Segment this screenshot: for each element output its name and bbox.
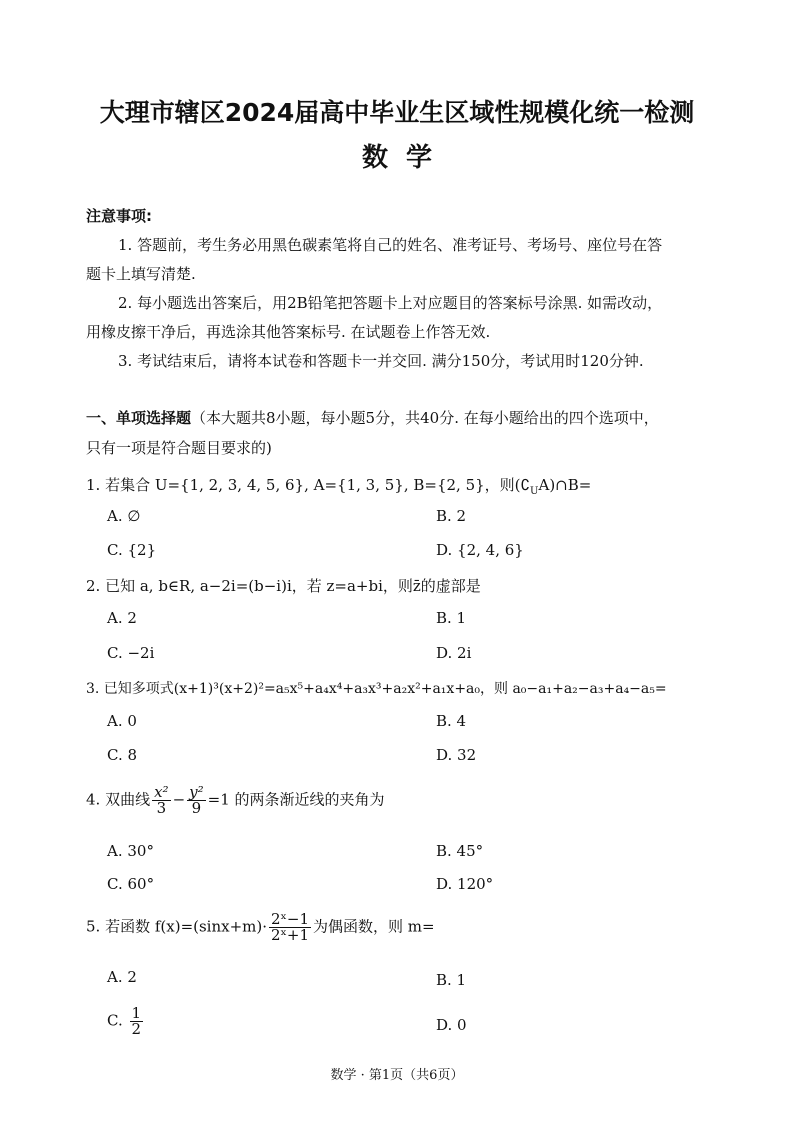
question-5-stem (86, 912, 435, 943)
notice-item-2b: 用橡皮擦干净后，再选涂其他答案标号. 在试题卷上作答无效. (86, 323, 491, 341)
section-heading (86, 407, 659, 428)
q5-c-den: 2 (131, 1020, 142, 1038)
q4-stem-a: 4. 双曲线 (86, 790, 151, 809)
notice-item-1a: 1. 答题前，考生务必用黑色碳素笔将自己的姓名、准考证号、考场号、座位号在答 (118, 236, 663, 254)
q5-frac-num: 2ˣ−1 (271, 910, 310, 928)
q1-option-c: C. {2} (107, 541, 157, 559)
q4-stem-b: =1 的两条渐近线的夹角为 (207, 790, 385, 809)
q4-frac1-den: 3 (156, 799, 167, 817)
q5-option-d: D. 0 (436, 1016, 467, 1034)
q3-option-a: A. 0 (107, 712, 137, 730)
notice-item-2a: 2. 每小题选出答案后，用2B铅笔把答题卡上对应题目的答案标号涂黑. 如需改动， (118, 294, 663, 312)
q1-option-d: D. {2, 4, 6} (436, 541, 524, 559)
q1-option-b: B. 2 (436, 507, 467, 525)
q5-frac-den: 2ˣ+1 (271, 926, 310, 944)
q4-fraction-2 (187, 785, 206, 816)
q1-stem-sub: U (530, 486, 539, 497)
q2-option-a: A. 2 (107, 609, 137, 627)
q3-option-b: B. 4 (436, 712, 467, 730)
q5-option-c (107, 1006, 145, 1037)
notice-item-3: 3. 考试结束后，请将本试卷和答题卡一并交回. 满分150分，考试用时120分钟. (118, 352, 644, 370)
q2-option-d: D. 2i (436, 644, 472, 662)
question-1-stem (86, 474, 591, 497)
q5-option-c-label: C. (107, 1011, 123, 1030)
exam-title: 大理市辖区2024届高中毕业生区域性规模化统一检测 (99, 98, 695, 127)
q4-frac2-num: y² (189, 783, 204, 801)
notice-item-1b: 题卡上填写清楚. (86, 265, 196, 283)
section-desc-b: 只有一项是符合题目要求的) (86, 439, 272, 457)
q4-option-c: C. 60° (107, 875, 155, 893)
q4-frac1-num: x² (154, 783, 169, 801)
section-title: 一、单项选择题 (86, 409, 192, 427)
q5-c-num: 1 (131, 1004, 142, 1022)
q1-option-a: A. ∅ (107, 507, 141, 525)
question-4-stem (86, 785, 385, 816)
q5-option-b: B. 1 (436, 971, 467, 989)
q4-option-b: B. 45° (436, 842, 484, 860)
q5-stem-b: 为偶函数，则 m= (313, 917, 435, 936)
q5-option-a: A. 2 (107, 968, 137, 986)
q5-fraction (269, 912, 311, 943)
q5-option-c-fraction (130, 1006, 144, 1037)
q5-stem-a: 5. 若函数 f(x)=(sinx+m)· (86, 917, 268, 936)
question-3-stem: 3. 已知多项式(x+1)³(x+2)²=a₅x⁵+a₄x⁴+a₃x³+a₂x²+a₁x+a₀，则 a₀−a₁+a₂−a₃+a₄−a₅= (86, 681, 667, 697)
page-footer: 数学 · 第1页（共6页） (330, 1068, 464, 1083)
q4-option-a: A. 30° (107, 842, 154, 860)
q4-frac2-den: 9 (191, 799, 202, 817)
q3-option-d: D. 32 (436, 746, 477, 764)
q4-minus: − (172, 790, 186, 809)
subject-title: 数学 (361, 143, 450, 173)
q4-fraction-1 (152, 785, 170, 816)
section-desc-a: （本大题共8小题，每小题5分，共40分. 在每小题给出的四个选项中， (191, 409, 659, 427)
q4-option-d: D. 120° (436, 875, 494, 893)
question-2-stem: 2. 已知 a, b∈R, a−2i=(b−i)i，若 z=a+bi，则z̄的虚部是 (86, 577, 481, 595)
q1-stem-text: 1. 若集合 U={1, 2, 3, 4, 5, 6}, A={1, 3, 5}, B={2, 5}，则(∁ (86, 476, 531, 494)
q3-option-c: C. 8 (107, 746, 138, 764)
q2-option-b: B. 1 (436, 609, 467, 627)
notice-heading: 注意事项: (86, 207, 152, 225)
q1-stem-end: A)∩B= (538, 476, 592, 494)
q2-option-c: C. −2i (107, 644, 155, 662)
